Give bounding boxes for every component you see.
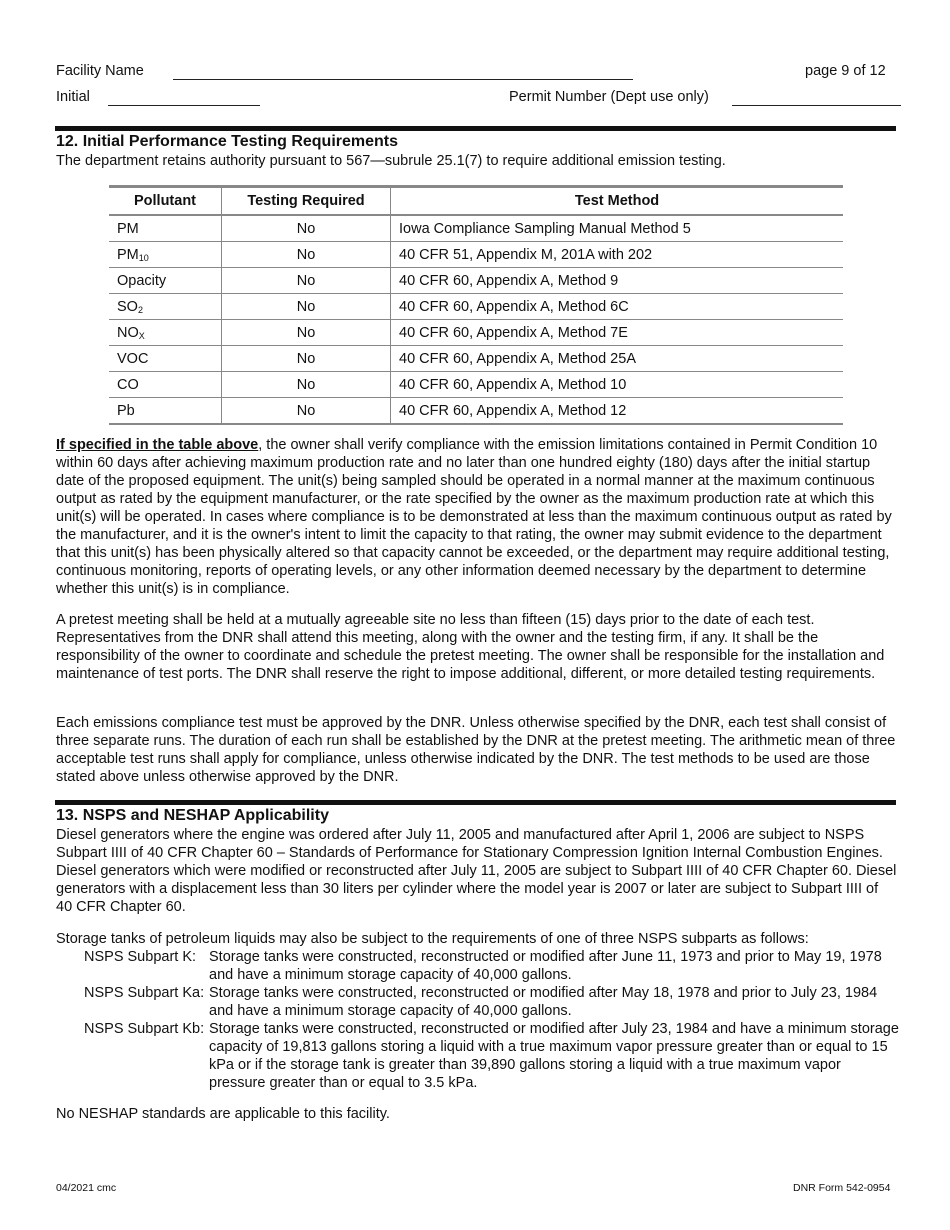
test-method-cell: 40 CFR 60, Appendix A, Method 12 bbox=[391, 398, 844, 425]
pretest-meeting-paragraph: A pretest meeting shall be held at a mutually agreeable site no less than fifteen (15) days prior to the date of each test. Representatives from the DNR shall attend this meeting, along with the owner and the testing firm, if any. It shall be the responsibility of the owner to coordinate and schedule the pretest meeting. The owner shall be responsible for the installation and maintenance of test ports. The DNR shall reserve the right to impose additional, different, or more detailed testing requirements. bbox=[56, 612, 885, 682]
compliance-paragraph-lead: If specified in the table above bbox=[56, 437, 259, 453]
permit-number-label: Permit Number (Dept use only) bbox=[509, 89, 709, 105]
subpart-label: NSPS Subpart Kb: bbox=[84, 1021, 205, 1037]
column-header-pollutant: Pollutant bbox=[133, 193, 197, 209]
neshap-statement: No NESHAP standards are applicable to this facility. bbox=[56, 1106, 390, 1122]
testing-required-cell: No bbox=[222, 215, 391, 242]
subpart-text: Storage tanks were constructed, reconstructed or modified after July 23, 1984 and have a minimum storage capacity of 19,813 gallons storing a liquid with a true maximum vapor pressure greater than or equal to 15 kPa or if the storage tank is greater than 39,890 gallons storing a liquid with a true maximum vapor pressure greater than or equal to 3.5 kPa. bbox=[209, 1021, 899, 1091]
testing-required-cell: No bbox=[222, 294, 391, 320]
test-method-cell: 40 CFR 60, Appendix A, Method 9 bbox=[391, 268, 844, 294]
pollutant-name: CO bbox=[117, 376, 139, 393]
pollutant-cell bbox=[109, 242, 222, 268]
subpart-text: Storage tanks were constructed, reconstructed or modified after June 11, 1973 and prior to May 19, 1978 and have a minimum storage capacity of 40,000 gallons. bbox=[209, 949, 882, 983]
section-divider bbox=[55, 800, 896, 805]
footer-date: 04/2021 cmc bbox=[56, 1182, 117, 1194]
test-method-cell: 40 CFR 60, Appendix A, Method 6C bbox=[391, 294, 844, 320]
table-row bbox=[109, 320, 843, 346]
subpart-label: NSPS Subpart Ka: bbox=[84, 985, 205, 1001]
facility-name-label: Facility Name bbox=[56, 63, 144, 79]
test-method-cell: 40 CFR 60, Appendix A, Method 10 bbox=[391, 372, 844, 398]
section-13-title: 13. NSPS and NESHAP Applicability bbox=[56, 807, 329, 824]
table-row bbox=[109, 294, 843, 320]
testing-required-cell: No bbox=[222, 398, 391, 425]
pollutant-name: NO bbox=[117, 324, 139, 341]
table-row bbox=[109, 268, 843, 294]
pollutant-subscript: 10 bbox=[138, 252, 149, 263]
pollutant-cell bbox=[109, 268, 222, 294]
compliance-paragraph-body: , the owner shall verify compliance with the emission limitations contained in Permit Condition 10 within 60 days after achieving maximum production rate and no later than one hundred eighty (180) days after the initial startup date of the proposed equipment. The unit(s) being sampled should be operated in a normal manner at the maximum continuous output as rated by the equipment manufacturer, or the rate specified by the owner as the maximum production rate at which this unit(s) will be operated. In cases where compliance is to be demonstrated at less than the maximum continuous output as rated by the manufacturer, and it is the owner's intent to limit the capacity to that rating, the owner may submit evidence to the department that this unit(s) has been physically altered so that capacity cannot be exceeded, or the department may require additional testing, continuous monitoring, reports of operating levels, or any other information deemed necessary by the department to determine whether this unit(s) is in compliance. bbox=[56, 437, 892, 597]
page-number: page 9 of 12 bbox=[805, 63, 886, 79]
testing-required-cell: No bbox=[222, 242, 391, 268]
testing-required-cell: No bbox=[222, 320, 391, 346]
initial-label: Initial bbox=[56, 89, 90, 105]
test-approval-paragraph: Each emissions compliance test must be approved by the DNR. Unless otherwise specified by the DNR, each test shall consist of three separate runs. The duration of each run shall be established by the DNR at the pretest meeting. The arithmetic mean of three acceptable test runs shall apply for compliance, unless otherwise indicated by the DNR. The test methods to be used are those stated above unless otherwise approved by the DNR. bbox=[56, 715, 896, 785]
table-row bbox=[109, 372, 843, 398]
pollutant-name: Pb bbox=[117, 402, 135, 419]
subpart-ka-item bbox=[0, 984, 950, 1020]
test-method-cell: 40 CFR 51, Appendix M, 201A with 202 bbox=[391, 242, 844, 268]
diesel-generators-paragraph: Diesel generators where the engine was ordered after July 11, 2005 and manufactured after April 1, 2006 are subject to NSPS Subpart IIII of 40 CFR Chapter 60 – Standards of Performance for Stationary Compression Ignition Internal Combustion Engines. Diesel generators which were modified or reconstructed after July 11, 2005 are subject to Subpart IIII of 40 CFR Chapter 60. Diesel generators with a displacement less than 30 liters per cylinder where the model year is 2007 or later are subject to Subpart IIII of 40 CFR Chapter 60. bbox=[56, 827, 897, 915]
pollutant-name: Opacity bbox=[117, 272, 167, 289]
pollutant-subscript: X bbox=[138, 330, 145, 341]
table-row bbox=[109, 215, 843, 242]
section-12-intro: The department retains authority pursuant to 567—subrule 25.1(7) to require additional emission testing. bbox=[56, 153, 726, 169]
table-header-row bbox=[109, 187, 843, 216]
table-row bbox=[109, 398, 843, 425]
pollutant-name: VOC bbox=[117, 350, 149, 367]
testing-required-cell: No bbox=[222, 268, 391, 294]
pollutant-name: PM bbox=[117, 246, 139, 263]
pollutant-cell bbox=[109, 320, 222, 346]
pollutant-name: PM bbox=[117, 220, 139, 237]
subpart-text: Storage tanks were constructed, reconstructed or modified after May 18, 1978 and prior to July 23, 1984 and have a minimum storage capacity of 40,000 gallons. bbox=[209, 985, 878, 1019]
pollutant-cell bbox=[109, 372, 222, 398]
subpart-kb-item bbox=[0, 1020, 950, 1092]
column-header-testing-required: Testing Required bbox=[222, 187, 391, 216]
pollutant-cell bbox=[109, 215, 222, 242]
footer-form-number: DNR Form 542-0954 bbox=[793, 1182, 891, 1194]
testing-required-cell: No bbox=[222, 372, 391, 398]
pollutant-cell bbox=[109, 294, 222, 320]
storage-tanks-intro: Storage tanks of petroleum liquids may also be subject to the requirements of one of three NSPS subparts as follows: bbox=[56, 931, 809, 947]
pollutant-cell bbox=[109, 346, 222, 372]
compliance-paragraph bbox=[56, 436, 898, 598]
test-method-cell: 40 CFR 60, Appendix A, Method 7E bbox=[391, 320, 844, 346]
facility-name-field[interactable] bbox=[173, 79, 633, 80]
table-row bbox=[109, 346, 843, 372]
testing-requirements-table bbox=[109, 185, 843, 425]
subpart-label: NSPS Subpart K: bbox=[84, 949, 197, 965]
testing-required-cell: No bbox=[222, 346, 391, 372]
initial-field[interactable] bbox=[108, 105, 260, 106]
column-header-test-method: Test Method bbox=[574, 193, 660, 209]
pollutant-name: SO bbox=[117, 298, 138, 315]
permit-number-field[interactable] bbox=[732, 105, 901, 106]
table-row bbox=[109, 242, 843, 268]
pollutant-subscript: 2 bbox=[137, 304, 143, 315]
section-12-title: 12. Initial Performance Testing Requirements bbox=[56, 133, 399, 150]
subpart-k-item bbox=[0, 948, 950, 984]
section-divider bbox=[55, 126, 896, 131]
test-method-cell: Iowa Compliance Sampling Manual Method 5 bbox=[391, 215, 844, 242]
test-method-cell: 40 CFR 60, Appendix A, Method 25A bbox=[391, 346, 844, 372]
pollutant-cell bbox=[109, 398, 222, 425]
